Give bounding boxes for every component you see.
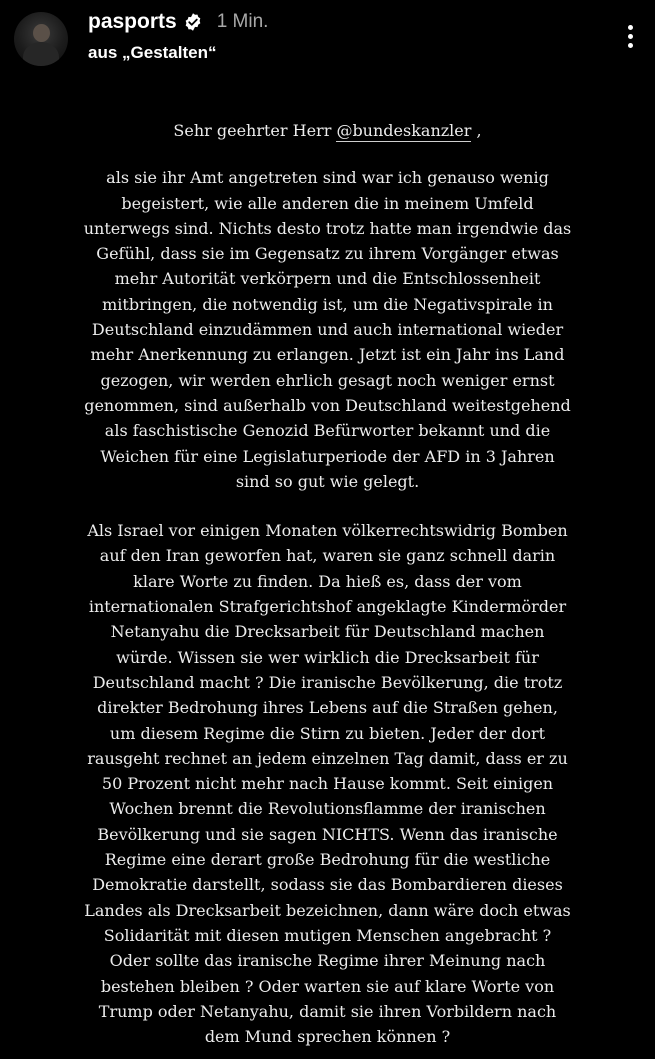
salutation-punctuation: ,: [471, 121, 482, 140]
text-line: sind so gut wie gelegt.: [235, 471, 420, 491]
text-line: Netanyahu die Drecksarbeit für Deutschland machen: [110, 622, 545, 642]
text-line: Solidarität mit diesen mutigen Menschen angebracht ?: [103, 925, 552, 945]
text-line: Bevölkerung und sie sagen NICHTS. Wenn das iranische: [97, 824, 558, 844]
avatar[interactable]: [14, 12, 68, 66]
salutation: [0, 118, 655, 143]
more-options-icon[interactable]: [616, 18, 644, 54]
text-line: direkter Bedrohung ihres Lebens auf die Straßen gehen,: [97, 698, 558, 718]
letter-body: [0, 118, 655, 1049]
avatar-head-shape: [33, 24, 50, 42]
text-line: um diesem Regime die Stirn zu bieten. Jeder der dort: [109, 723, 546, 743]
text-line: internationalen Strafgerichtshof angeklagte Kindermörder: [88, 597, 567, 617]
source-subtitle[interactable]: aus „Gestalten“: [88, 43, 217, 62]
salutation-text: Sehr geehrter Herr: [173, 121, 337, 140]
text-line: Deutschland einzudämmen und auch international wieder: [91, 320, 564, 340]
mention-link[interactable]: @bundeskanzler: [336, 121, 472, 140]
text-line: dem Mund sprechen können ?: [204, 1027, 451, 1047]
text-line: rausgeht rechnet an jedem einzelnen Tag damit, dass er zu: [87, 748, 568, 768]
text-line: Trump oder Netanyahu, damit sie ihren Vorbildern nach: [98, 1001, 557, 1021]
text-line: genommen, sind außerhalb von Deutschland weitestgehend: [84, 395, 571, 415]
text-line: mehr Autorität verkörpern und die Entschlossenheit: [114, 269, 541, 289]
text-line: würde. Wissen sie wer wirklich die Drecksarbeit für: [116, 647, 539, 667]
post-header: [0, 0, 655, 80]
avatar-body-shape: [23, 42, 59, 66]
text-line: begeistert, wie alle anderen die in meinem Umfeld: [121, 193, 534, 213]
paragraph-2: [0, 518, 655, 1049]
text-line: Wochen brennt die Revolutionsflamme der iranischen: [109, 799, 546, 819]
paragraph-1: [0, 165, 655, 494]
text-line: Als Israel vor einigen Monaten völkerrechtswidrig Bomben: [87, 521, 568, 541]
text-line: gezogen, wir werden ehrlich gesagt noch weniger ernst: [100, 370, 555, 390]
text-line: klare Worte zu finden. Da hieß es, dass der vom: [133, 571, 522, 591]
text-line: Gefühl, dass sie im Gegensatz zu ihrem Vorgänger etwas: [96, 244, 559, 264]
more-dot: [628, 43, 633, 48]
text-line: als faschistische Genozid Befürworter bekannt und die: [104, 421, 551, 441]
verified-badge-icon: [183, 12, 203, 32]
text-line: Landes als Drecksarbeit bezeichnen, dann wäre doch etwas: [84, 900, 571, 920]
more-dot: [628, 25, 633, 30]
text-line: Deutschland macht ? Die iranische Bevölkerung, die trotz: [92, 672, 563, 692]
text-line: unterwegs sind. Nichts desto trotz hatte man irgendwie das: [83, 218, 572, 238]
text-line: bestehen bleiben ? Oder warten sie auf klare Worte von: [100, 976, 555, 996]
text-line: als sie ihr Amt angetreten sind war ich genauso wenig: [106, 168, 549, 188]
text-line: mitbringen, die notwendig ist, um die Negativspirale in: [102, 294, 553, 314]
username[interactable]: pasports: [88, 10, 177, 33]
text-line: mehr Anerkennung zu erlangen. Jetzt ist ein Jahr ins Land: [90, 345, 565, 365]
text-line: 50 Prozent nicht mehr nach Hause kommt. Seit einigen: [101, 774, 554, 794]
text-line: Oder sollte das iranische Regime ihrer Meinung nach: [109, 951, 546, 971]
text-line: auf den Iran geworfen hat, waren sie ganz schnell darin: [99, 546, 556, 566]
username-row: [88, 6, 268, 38]
text-line: Demokratie darstellt, sodass sie das Bombardieren dieses: [92, 875, 563, 895]
text-line: Weichen für eine Legislaturperiode der AFD in 3 Jahren: [100, 446, 555, 466]
post-timestamp: 1 Min.: [216, 11, 269, 32]
text-line: Regime eine derart große Bedrohung für die westliche: [104, 850, 551, 870]
more-dot: [628, 34, 633, 39]
